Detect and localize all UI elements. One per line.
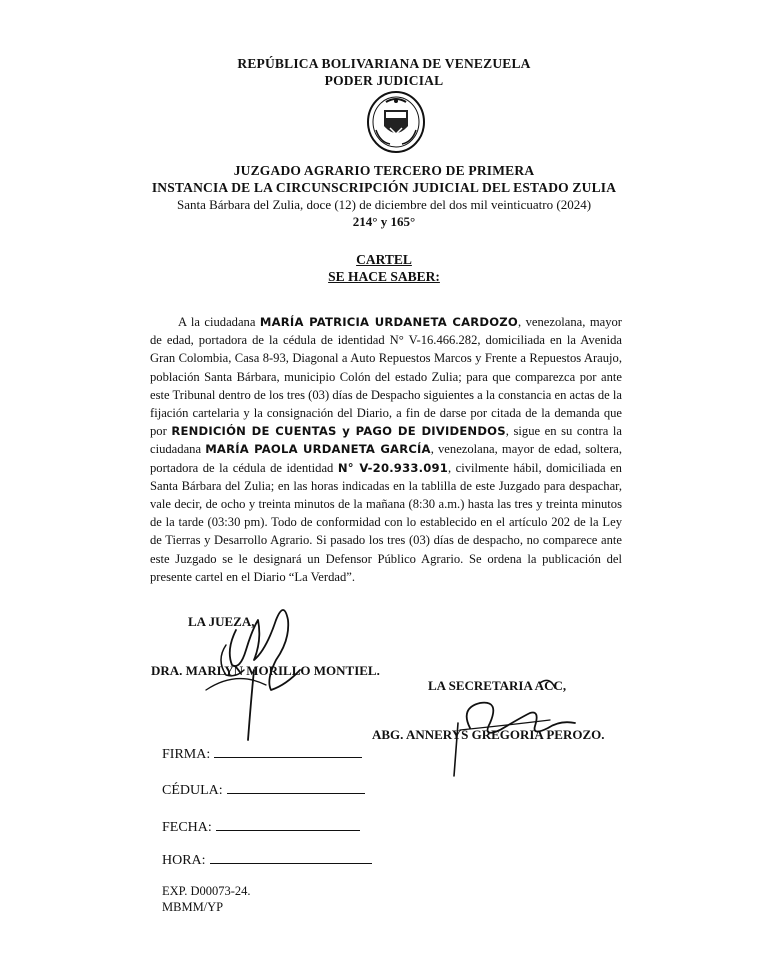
- cedula-label: CÉDULA:: [162, 783, 223, 798]
- firma-label: FIRMA:: [162, 747, 211, 762]
- cartel-title: CARTEL: [356, 252, 412, 267]
- secretaria-signature: [440, 668, 590, 783]
- defendant-name: MARÍA PATRICIA URDANETA CARDOZO: [259, 315, 518, 329]
- fecha-field: [162, 816, 360, 836]
- firma-field: [162, 743, 362, 763]
- plaintiff-id: N° V-20.933.091: [337, 460, 449, 475]
- court-name-line2: INSTANCIA DE LA CIRCUNSCRIPCIÓN JUDICIAL DEL ESTADO ZULIA: [151, 180, 617, 195]
- jueza-signature: [196, 590, 316, 750]
- body-text-1: A la ciudadana: [178, 315, 260, 329]
- plaintiff-name: MARÍA PAOLA URDANETA GARCÍA: [205, 442, 431, 457]
- court-name-line1: JUZGADO AGRARIO TERCERO DE PRIMERA: [233, 163, 535, 178]
- cartel-body-paragraph: [150, 313, 622, 586]
- firma-line: [214, 743, 362, 758]
- secretaria-title: LA SECRETARIA ACC,: [428, 678, 567, 693]
- secretaria-name: ABG. ANNERYS GREGORIA PEROZO.: [372, 727, 605, 742]
- se-hace-saber-title: SE HACE SABER:: [328, 269, 440, 284]
- header-republic: REPÚBLICA BOLIVARIANA DE VENEZUELA: [237, 56, 531, 71]
- header-poder-judicial: PODER JUDICIAL: [324, 73, 444, 88]
- fecha-line: [216, 816, 360, 831]
- expediente-number: EXP. D00073-24.: [162, 884, 251, 898]
- body-text-4: , venezolana, mayor de edad, soltera, portadora de la cédula de identidad: [150, 442, 623, 475]
- body-text-2: , venezolana, mayor de edad, portadora de la cédula de identidad N° V-16.466.282, domiciliada en la Avenida Gran Colombia, Casa 8-93, Diagonal a Auto Repuestos Marcos y Frente a Repuestos Araujo, población Santa Bárbara, municipio Colón del estado Zulia; para que comparezca por ante este Tribunal dentro de los tres (03) días de Despacho siguientes a la constancia en actas de la fijación cartelaria y la consignación del Diario, a fin de darse por citada de la demanda que por: [150, 315, 622, 439]
- body-text-3: , sigue en su contra la ciudadana: [150, 424, 622, 457]
- cedula-line: [227, 779, 365, 794]
- hora-line: [210, 849, 372, 864]
- jueza-title: LA JUEZA,: [188, 614, 255, 629]
- document-years: 214° y 165°: [352, 214, 416, 229]
- cedula-field: [162, 779, 365, 799]
- jueza-name: DRA. MARLYN MORILLO MONTIEL.: [151, 663, 380, 678]
- lawsuit-type: RENDICIÓN DE CUENTAS y PAGO DE DIVIDENDOS: [171, 424, 506, 439]
- coat-of-arms-seal-icon: [356, 90, 436, 154]
- hora-field: [162, 849, 372, 869]
- fecha-label: FECHA:: [162, 820, 212, 835]
- body-text-5: , civilmente hábil, domiciliada en Santa Bárbara del Zulia; en las horas indicadas en la tablilla de este Juzgado para despachar, vale decir, de ocho y treinta minutos de la mañana (8:30 a.m.) hasta las tres y treinta minutos de la tarde (03:30 pm). Todo de conformidad con lo establecido en el artículo 202 de la Ley de Tierras y Desarrollo Agrario. Si pasado los tres (03) días de despacho, no comparece ante este Juzgado se le designará un Defensor Público Agrario. Se ordena la publicación del presente cartel en el Diario “La Verdad”.: [150, 460, 622, 584]
- hora-label: HORA:: [162, 853, 206, 868]
- initials: MBMM/YP: [162, 900, 224, 914]
- document-date: Santa Bárbara del Zulia, doce (12) de diciembre del dos mil veinticuatro (2024): [176, 197, 592, 212]
